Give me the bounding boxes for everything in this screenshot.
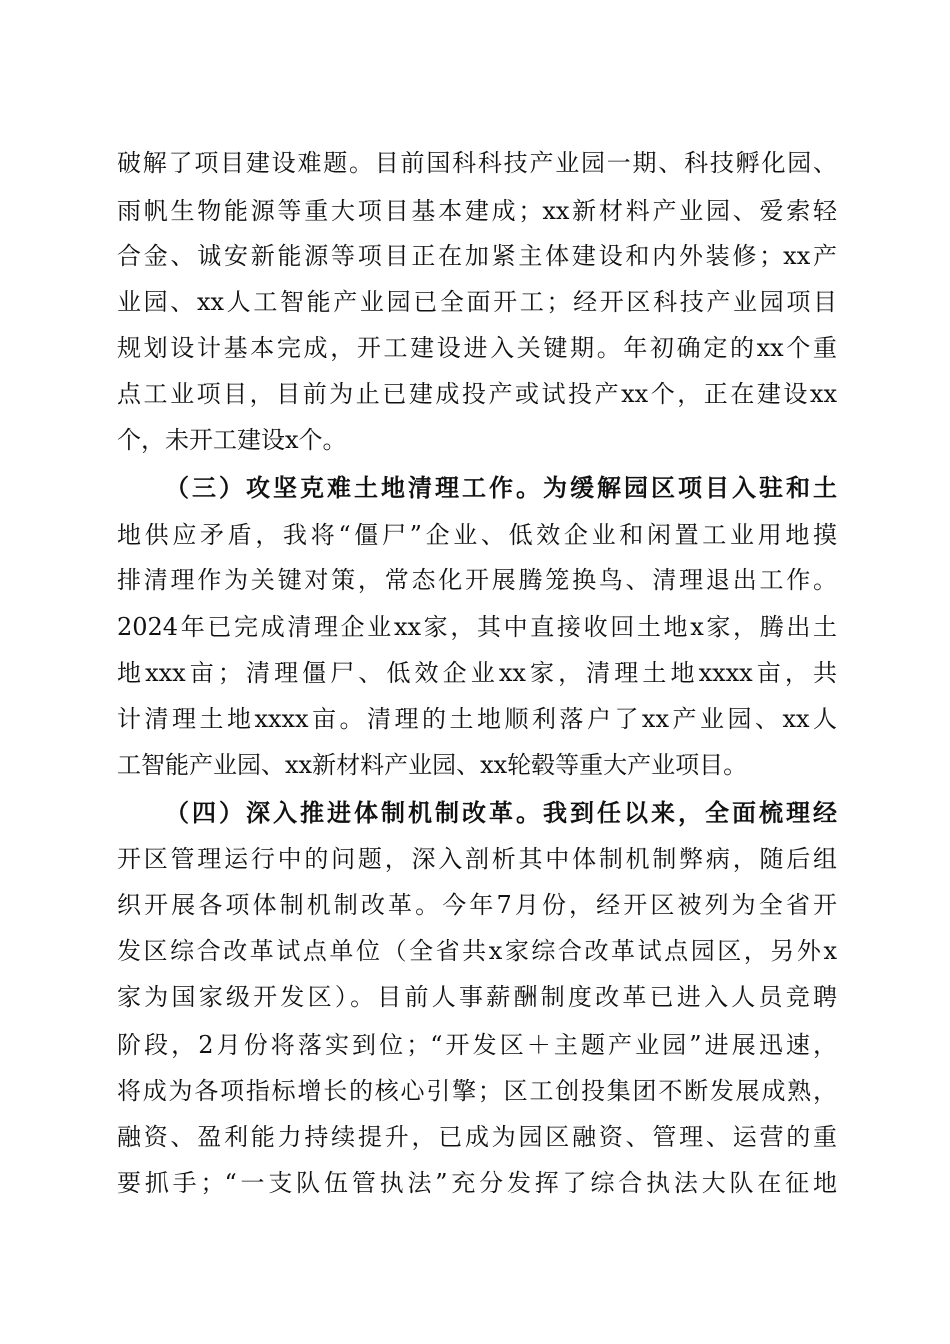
text-line: 合金、诚安新能源等项目正在加紧主体建设和内外装修；xx产 [117,242,837,270]
section-heading-4: （四）深入推进体制机制改革。我到任以来，全面梳理经 [165,798,837,827]
text-line: 开区管理运行中的问题，深入剖析其中体制机制弊病，随后组 [117,845,837,873]
text-line: 工智能产业园、xx新材料产业园、xx轮毂等重大产业项目。 [117,751,748,779]
text-line: 计清理土地xxxx亩。清理的土地顺利落户了xx产业园、xx人 [117,705,837,733]
text-line: 点工业项目，目前为止已建成投产或试投产xx个，正在建设xx [117,380,837,408]
text-line: 2024年已完成清理企业xx家，其中直接收回土地x家，腾出土 [117,613,837,641]
text-line: 规划设计基本完成，开工建设进入关键期。年初确定的xx个重 [117,334,837,362]
text-line: 将成为各项指标增长的核心引擎；区工创投集团不断发展成熟， [117,1077,837,1105]
text-line: 阶段，2月份将落实到位；“开发区＋主题产业园”进展迅速， [117,1031,837,1059]
text-line: 家为国家级开发区）。目前人事薪酬制度改革已进入人员竞聘 [117,983,837,1011]
text-line: 发区综合改革试点单位（全省共x家综合改革试点园区，另外x [117,937,837,965]
text-line: 要抓手；“一支队伍管执法”充分发挥了综合执法大队在征地 [117,1169,837,1197]
text-line: 破解了项目建设难题。目前国科科技产业园一期、科技孵化园、 [117,149,837,177]
text-line: 排清理作为关键对策，常态化开展腾笼换鸟、清理退出工作。 [117,566,837,594]
text-line: 业园、xx人工智能产业园已全面开工；经开区科技产业园项目 [117,288,837,316]
text-line: 地供应矛盾，我将“僵尸”企业、低效企业和闲置工业用地摸 [117,521,837,549]
text-line: 融资、盈利能力持续提升，已成为园区融资、管理、运营的重 [117,1123,837,1151]
text-line: 织开展各项体制机制改革。今年7月份，经开区被列为全省开 [117,891,837,919]
section-heading-3: （三）攻坚克难土地清理工作。为缓解园区项目入驻和土 [165,473,837,502]
text-line: 个，未开工建设x个。 [117,426,347,454]
text-line: 地xxx亩；清理僵尸、低效企业xx家，清理土地xxxx亩，共 [117,659,837,687]
text-line: 雨帆生物能源等重大项目基本建成；xx新材料产业园、爱索轻 [117,197,837,225]
